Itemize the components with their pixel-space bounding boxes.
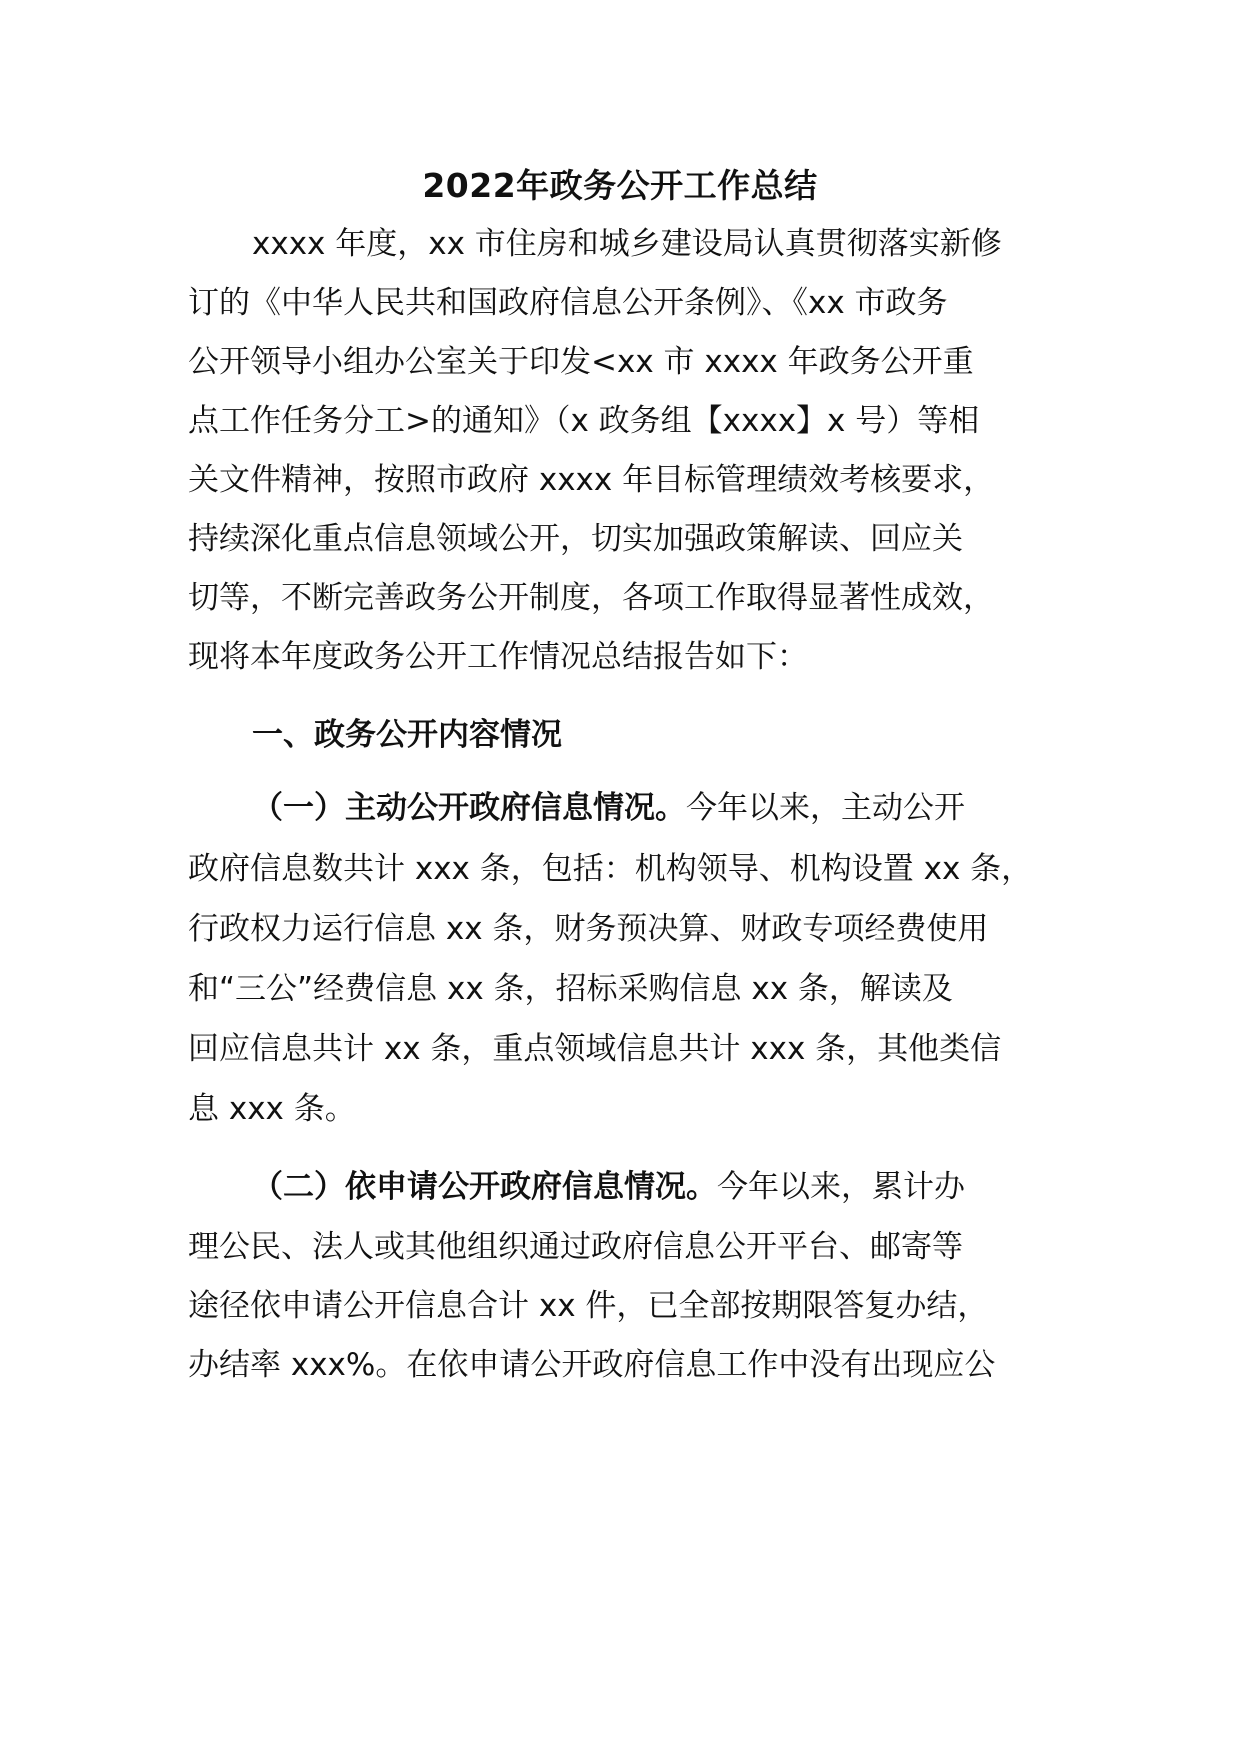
body-line: 息 xxx 条。 [188, 1091, 356, 1127]
body-line: 和“三公”经费信息 xx 条，招标采购信息 xx 条，解读及 [188, 971, 953, 1007]
body-line: 理公民、法人或其他组织通过政府信息公开平台、邮寄等 [188, 1229, 963, 1265]
subsection-heading: （一）主动公开政府信息情况。 [252, 790, 686, 826]
body-line: 办结率 xxx%。在依申请公开政府信息工作中没有出现应公 [188, 1347, 996, 1383]
subsection-text: 今年以来，主动公开 [686, 790, 965, 826]
subsection-first-line [252, 1165, 965, 1209]
section-heading: 一、政务公开内容情况 [252, 717, 562, 753]
body-line: 行政权力运行信息 xx 条，财务预决算、财政专项经费使用 [188, 911, 989, 947]
intro-line: 关文件精神，按照市政府 xxxx 年目标管理绩效考核要求， [188, 462, 995, 498]
intro-line: 订的《中华人民共和国政府信息公开条例》、《xx 市政务 [188, 285, 948, 321]
subsection-heading: （二）依申请公开政府信息情况。 [252, 1169, 717, 1205]
intro-line: 现将本年度政务公开工作情况总结报告如下： [188, 639, 808, 675]
intro-line: 点工作任务分工>的通知》（x 政务组【xxxx】x 号）等相 [188, 403, 980, 439]
intro-line: 持续深化重点信息领域公开，切实加强政策解读、回应关 [188, 521, 963, 557]
intro-line: 切等，不断完善政务公开制度，各项工作取得显著性成效， [188, 580, 994, 616]
intro-line: 公开领导小组办公室关于印发<xx 市 xxxx 年政务公开重 [188, 344, 974, 380]
document-title: 2022年政务公开工作总结 [422, 166, 818, 205]
subsection-text: 今年以来，累计办 [717, 1169, 965, 1205]
body-line: 回应信息共计 xx 条，重点领域信息共计 xxx 条，其他类信 [188, 1031, 1002, 1067]
intro-line: xxxx 年度，xx 市住房和城乡建设局认真贯彻落实新修 [252, 226, 1002, 262]
body-line: 政府信息数共计 xxx 条，包括：机构领导、机构设置 xx 条， [188, 851, 1033, 887]
subsection-first-line [252, 786, 965, 830]
body-line: 途径依申请公开信息合计 xx 件，已全部按期限答复办结， [188, 1288, 989, 1324]
